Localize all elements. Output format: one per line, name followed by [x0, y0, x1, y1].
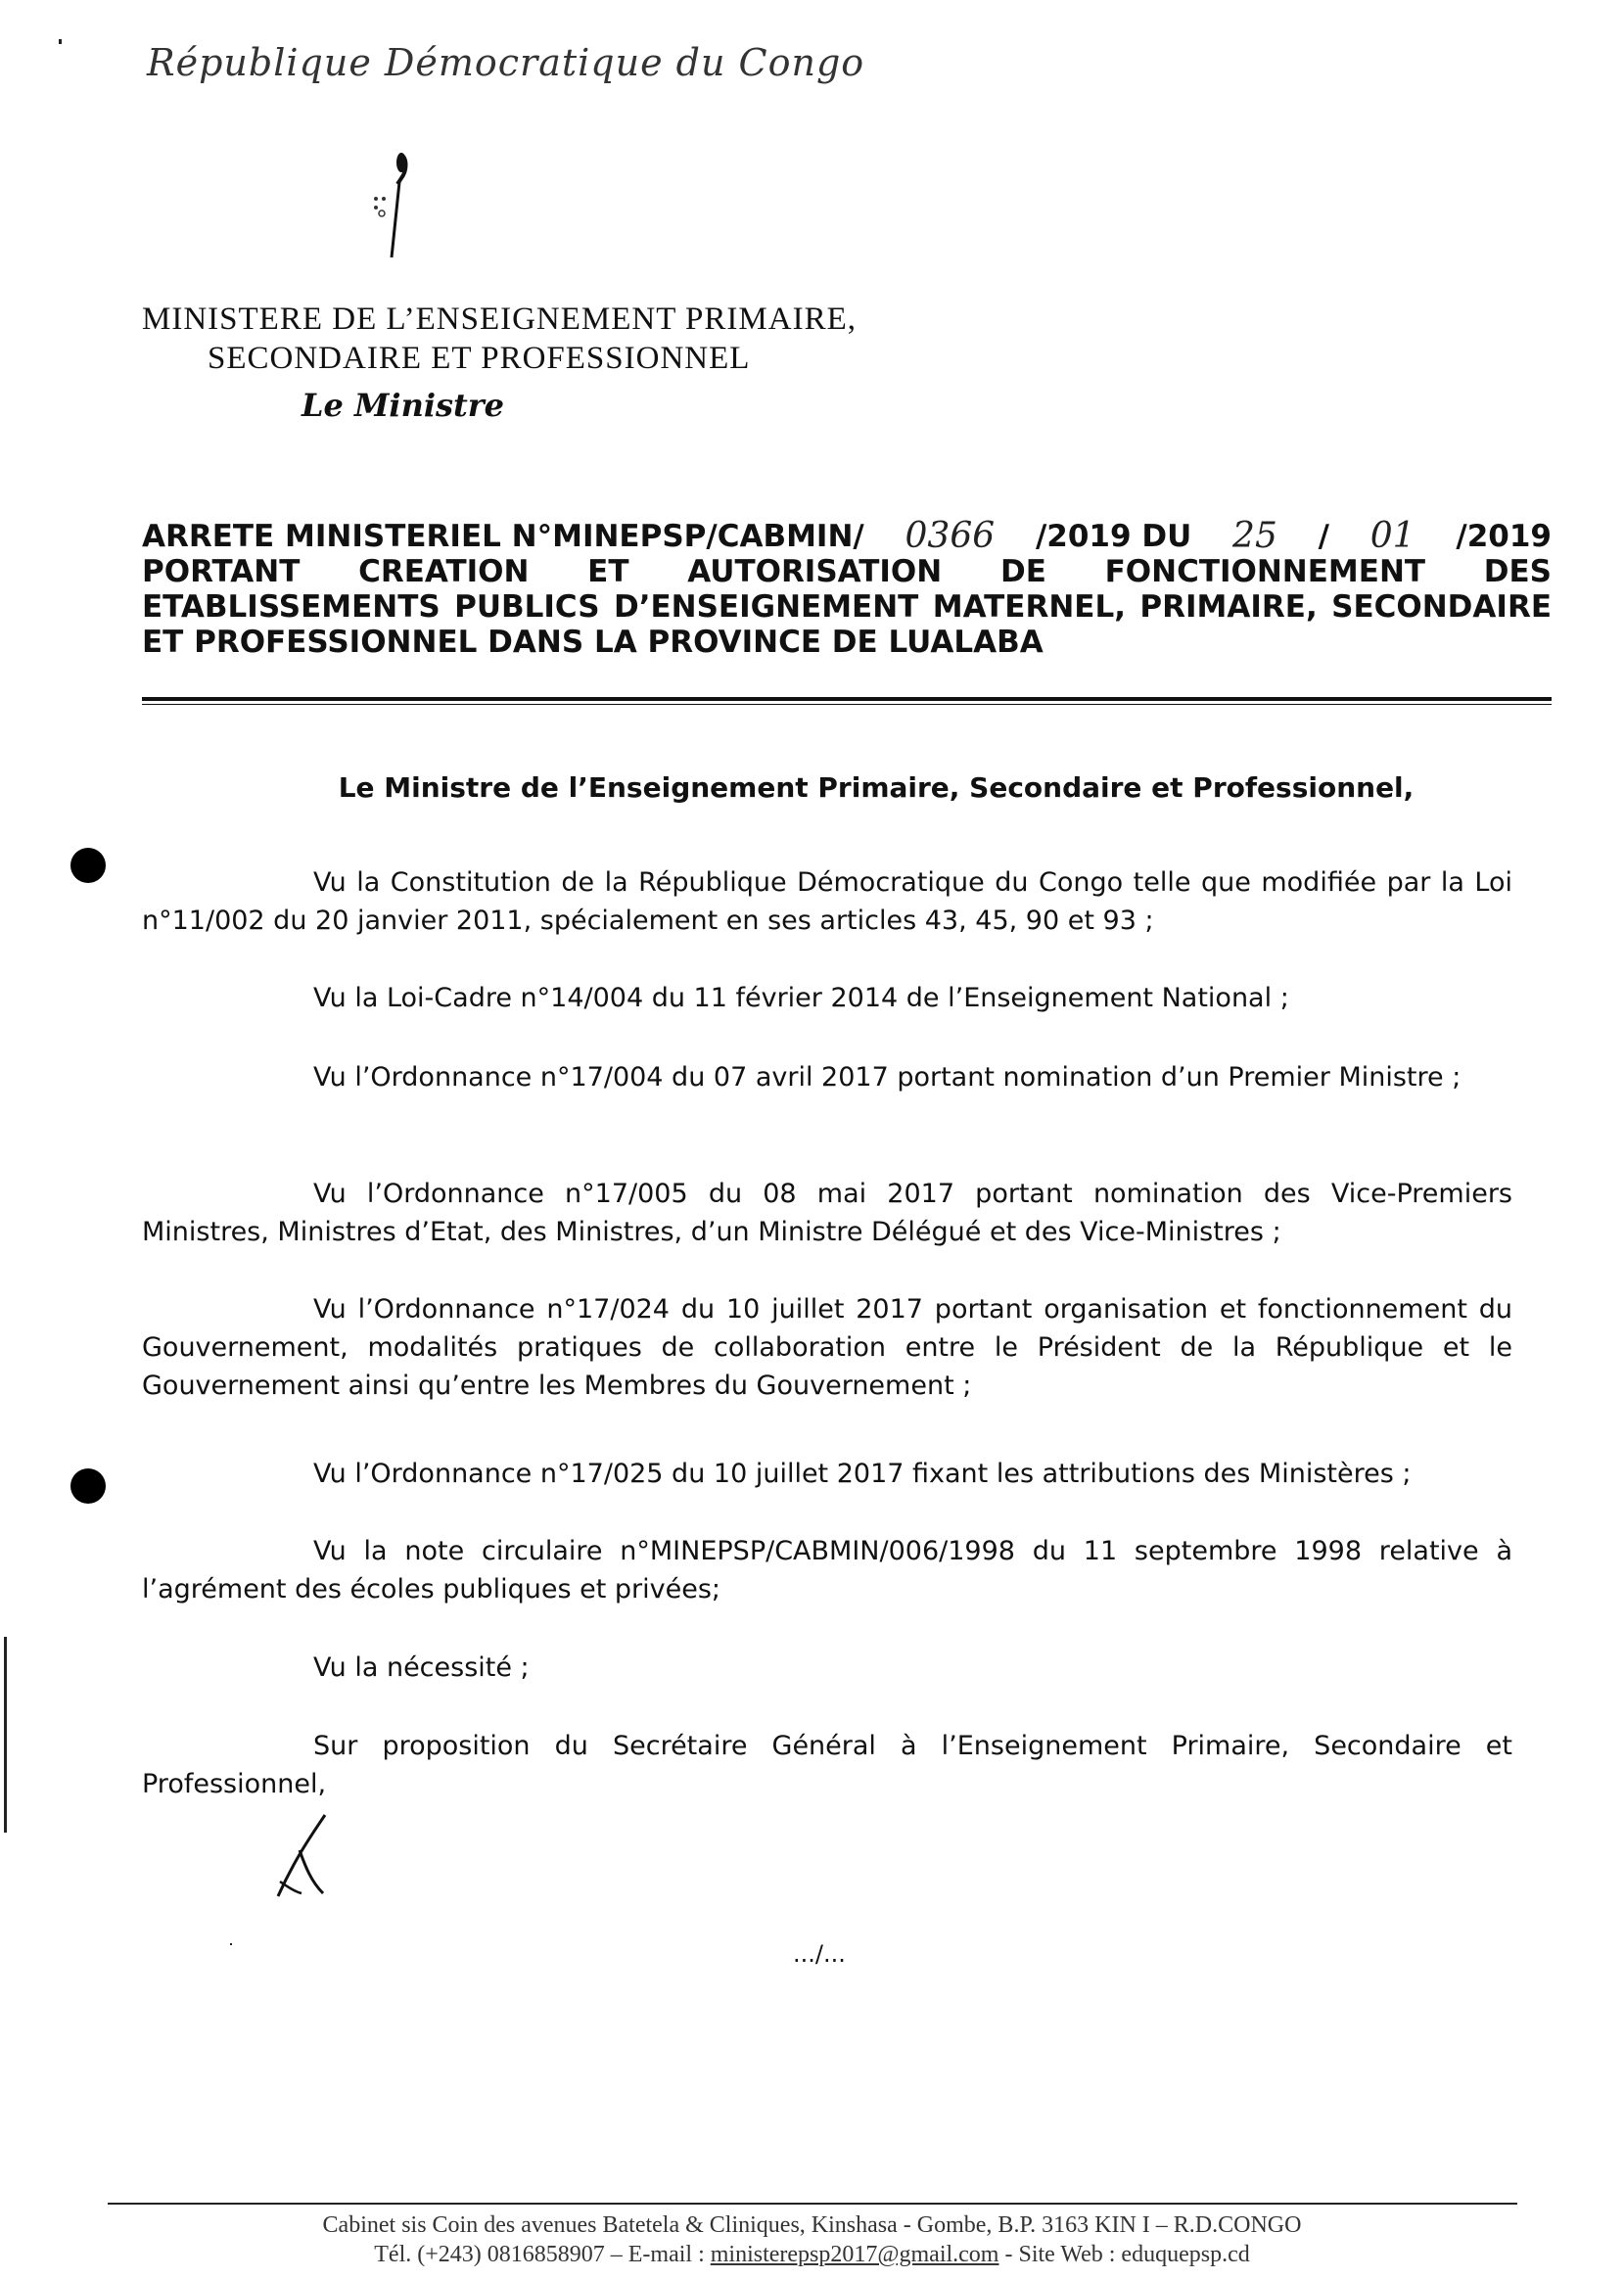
emblem-icon: [364, 145, 423, 262]
scan-margin-line: [4, 1637, 7, 1833]
punch-hole-mark: [70, 848, 106, 883]
decree-ref-prefix: ARRETE MINISTERIEL N°MINEPSP/CABMIN/: [142, 519, 864, 554]
initials-signature-mark: [266, 1813, 335, 1901]
footer-website: - Site Web : eduquepsp.cd: [998, 2242, 1250, 2267]
footer-rule: [108, 2203, 1517, 2205]
title-rule-thin: [142, 704, 1552, 705]
footer-email-link[interactable]: ministerepsp2017@gmail.com: [710, 2242, 999, 2267]
handwritten-day: 25: [1232, 516, 1277, 556]
decree-title-line1: [142, 516, 1552, 556]
ministry-name-line1: MINISTERE DE L’ENSEIGNEMENT PRIMAIRE,: [142, 302, 857, 337]
date-separator: /: [1318, 519, 1329, 554]
le-ministre-signature-title: Le Ministre: [302, 387, 505, 424]
minister-heading: Le Ministre de l’Enseignement Primaire, Secondaire et Professionnel,: [338, 771, 1415, 804]
decree-year-du: /2019 DU: [1035, 519, 1192, 554]
footer-address: Cabinet sis Coin des avenues Batetela & Cliniques, Kinshasa - Gombe, B.P. 3163 KIN I – R.D.CONGO: [322, 2212, 1302, 2238]
considerant-necessite: Vu la nécessité ;: [313, 1652, 530, 1683]
considerant-ordonnance-17-024: Vu l’Ordonnance n°17/024 du 10 juillet 2017 portant organisation et fonctionnement du Gouvernement, modalités pratiques de collaboration entre le Président de la République et le Gouvernement ainsi qu’entre les Membres du Gouvernement ;: [142, 1294, 1512, 1401]
ministry-name-line2: SECONDAIRE ET PROFESSIONNEL: [208, 341, 751, 376]
decree-title-body: PORTANT CREATION ET AUTORISATION DE FONCTIONNEMENT DES ETABLISSEMENTS PUBLICS D’ENSEIGNEMENT MATERNEL, PRIMAIRE, SECONDAIRE ET PROFESSIONNEL DANS LA PROVINCE DE LUALABA: [142, 554, 1552, 660]
considerant-constitution: Vu la Constitution de la République Démocratique du Congo telle que modifiée par la Loi n°11/002 du 20 janvier 2011, spécialement en ses articles 43, 45, 90 et 93 ;: [142, 867, 1512, 936]
decree-title: [142, 516, 1552, 660]
considerant-ordonnance-17-025: Vu l’Ordonnance n°17/025 du 10 juillet 2017 fixant les attributions des Ministères ;: [313, 1459, 1412, 1489]
footer-phone: Tél. (+243) 0816858907 – E-mail :: [374, 2242, 711, 2267]
considerant-ordonnance-17-004: Vu l’Ordonnance n°17/004 du 07 avril 2017 portant nomination d’un Premier Ministre ;: [313, 1062, 1462, 1093]
scan-speck: [230, 1943, 232, 1945]
page-continuation-mark: .../...: [793, 1940, 846, 1968]
considerant-note-circulaire: Vu la note circulaire n°MINEPSP/CABMIN/006/1998 du 11 septembre 1998 relative à l’agrément des écoles publiques et privées;: [142, 1536, 1512, 1605]
title-rule-thick: [142, 697, 1552, 701]
considerant-ordonnance-17-005: Vu l’Ordonnance n°17/005 du 08 mai 2017 portant nomination des Vice-Premiers Ministres, Ministres d’Etat, des Ministres, d’un Ministre Délégué et des Vice-Ministres ;: [142, 1179, 1512, 1247]
considerant-loi-cadre: Vu la Loi-Cadre n°14/004 du 11 février 2014 de l’Enseignement National ;: [313, 983, 1289, 1013]
handwritten-number: 0366: [905, 516, 996, 556]
footer-contact: [0, 2242, 1624, 2268]
decree-year: /2019: [1456, 519, 1552, 554]
scan-speck: [59, 39, 62, 44]
considerant-proposition: Sur proposition du Secrétaire Général à l’Enseignement Primaire, Secondaire et Professionnel,: [142, 1731, 1512, 1799]
punch-hole-mark: [70, 1468, 106, 1504]
handwritten-month: 01: [1369, 516, 1415, 556]
republic-header: République Démocratique du Congo: [147, 41, 865, 84]
